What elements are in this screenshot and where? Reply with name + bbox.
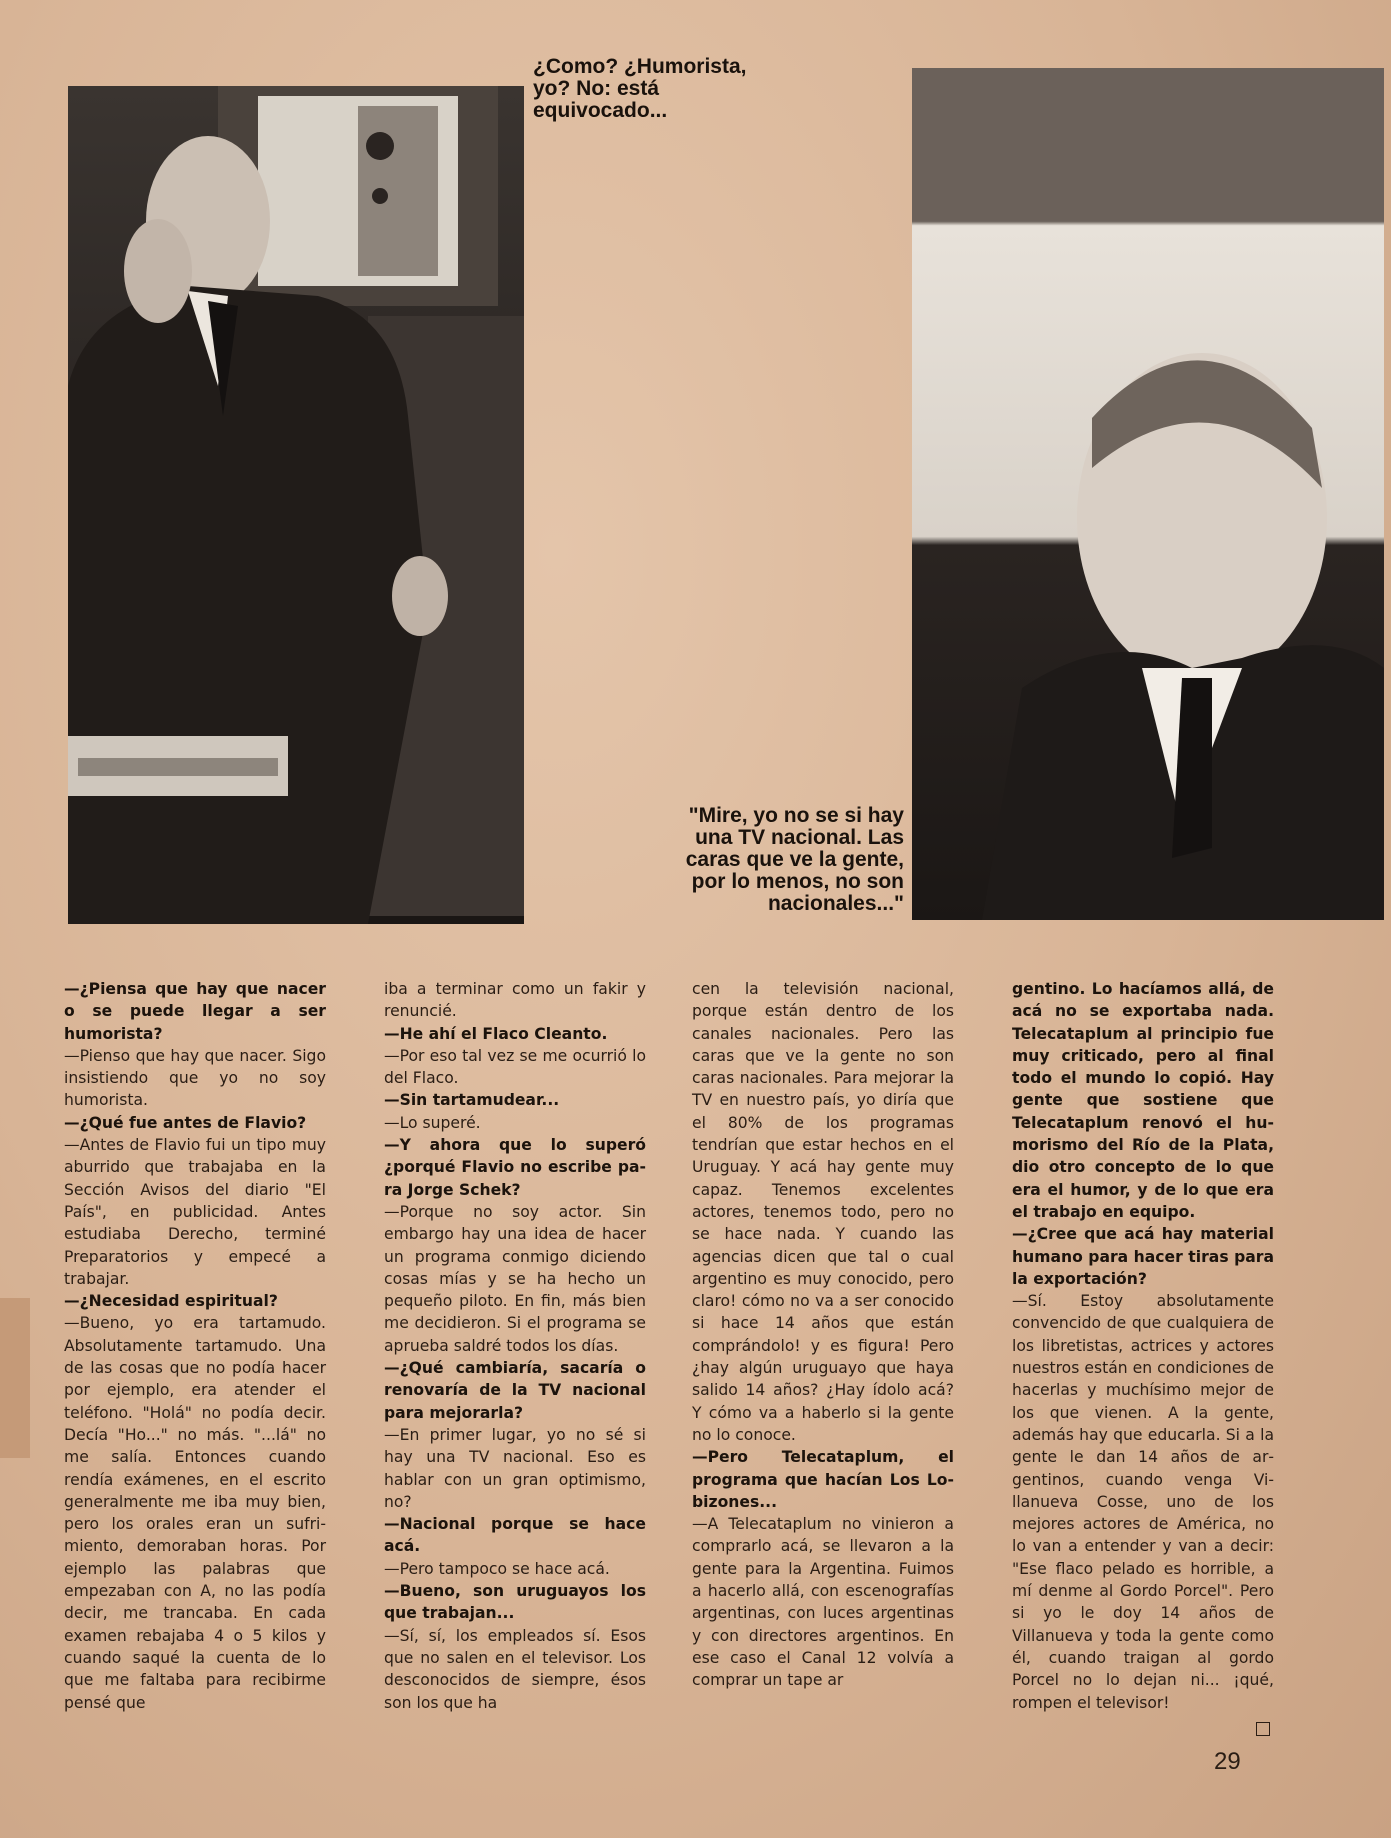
answer: —A Telecataplum no vinieron a comprarlo acá, se llevaron a la gente para la Argentina. Fuimos a hacerlo allá, con escenografías argentinas, con luces argentinas y con directores argentinos. En ese caso el Canal 12 volvía a comprar un tape ar (692, 1515, 954, 1690)
question: —¿Cree que acá hay material humano para hacer tiras para la exportación? (1012, 1225, 1274, 1288)
question: —Bueno, son uruguayos los que trabajan... (384, 1582, 646, 1623)
question: —¿Qué cambiaría, sacaría o renovaría de la TV nacional para mejorarla? (384, 1359, 646, 1422)
photo-man-on-phone (68, 86, 524, 924)
question: —Nacional porque se hace acá. (384, 1515, 646, 1556)
question: —¿Necesidad espiritual? (64, 1292, 278, 1311)
answer: —Bueno, yo era tartamudo. Absolutamente tartamudo. Una de las cosas que no podía hacer por ejemplo, era atender el teléfono. "Holá" no podía decir. Decía "Ho..." no más. "...lá" no me salía. Entonces cuando rendía exámenes, en el escrito generalmente me iba muy bien, pero los orales eran un sufrimiento, demoraban horas. Por ejemplo las palabras que empezaban con A, no las podía decir, me trancaba. En cada examen rebajaba 4 o 5 kilos y cuando saqué la cuenta de lo que me faltaba para recibirme pensé que (64, 1314, 326, 1712)
answer: —Por eso tal vez se me ocurrió lo del Flaco. (384, 1046, 646, 1088)
text-column-4 (1012, 978, 1274, 1714)
answer: —Porque no soy actor. Sin embargo hay una idea de hacer un programa conmigo diciendo cosas mías y se ha hecho un pequeño piloto. En fin, más bien me decidieron. Si el programa se aprueba saldré todos los días. (384, 1202, 646, 1355)
text-column-3 (692, 978, 954, 1692)
question: —¿Qué fue antes de Flavio? (64, 1113, 307, 1132)
answer: —Lo superé. (384, 1113, 481, 1132)
question: —¿Piensa que hay que nacer o se puede llegar a ser humorista? (64, 980, 326, 1043)
answer: —Sí. Estoy absolutamente convencido de que cualquiera de los libretistas, actrices y actores nuestros están en condiciones de hacerlas y muchísimo mejor de los que vienen. A la gente, además hay que educarla. Si a la gente le dan 14 años de argentinos, cuando venga Villanueva Cosse, uno de los mejores actores de América, no lo van a entender y van a decir: "Ese flaco pelado es horrible, a mí denme al Gordo Porcel". Pero si yo le doy 14 años de Villanueva y toda la gente como él, cuando traigan al gordo Porcel no lo dejan ni... ¡qué, rompen el televisor! (1012, 1292, 1274, 1712)
end-of-article-mark (1256, 1722, 1270, 1736)
answer: cen la televisión nacional, porque están dentro de los canales nacionales. Pero las caras que ve la gente no son caras nacionales. Para mejorar la TV en nuestro país, yo diría que el 80% de los programas tendrían que estar hechos en el Uruguay. Y acá hay gente muy capaz. Tenemos excelentes actores, tenemos todo, pero no se hace nada. Y cuando las agencias dicen que tal o cual argentino es muy conocido, pero claro! cómo no va a ser conocido si hace 14 años que están comprándolo! y es figura! Pero ¿hay algún uruguayo que haya salido 14 años? ¿Hay ídolo acá? Y cómo va a haberlo si la gente no lo conoce. (692, 980, 954, 1444)
answer: —Pero tampoco se hace acá. (384, 1559, 610, 1578)
question: —Y ahora que lo superó ¿porqué Flavio no escribe para Jorge Schek? (384, 1136, 646, 1199)
answer: iba a terminar como un fakir y renuncié. (384, 980, 646, 1021)
photo-man-portrait (912, 68, 1384, 920)
answer: —Pienso que hay que nacer. Sigo insistiendo que yo no soy humorista. (64, 1046, 326, 1110)
answer-continued: gentino. Lo hacíamos allá, de acá no se exportaba nada. Telecataplum al principio fue muy criticado, pero al final todo el mundo lo copió. Hay gente que sostiene que Telecataplum renovó el humorismo del Río de la Plata, dio otro concepto de lo que era el humor, y de lo que era el trabajo en equipo. (1012, 980, 1274, 1221)
question: —Pero Telecataplum, el programa que hacían Los Lobizones... (692, 1448, 954, 1511)
question: —He ahí el Flaco Cleanto. (384, 1024, 608, 1043)
text-column-1 (64, 978, 326, 1714)
answer: —Sí, sí, los empleados sí. Esos que no salen en el televisor. Los desconocidos de siempre, ésos son los que ha (384, 1626, 646, 1712)
page-number: 29 (1214, 1748, 1241, 1775)
answer: —En primer lugar, yo no sé si hay una TV nacional. Eso es hablar con un gran optimismo, no? (384, 1425, 646, 1511)
answer: —Antes de Flavio fui un tipo muy aburrido que trabajaba en la Sección Avisos del diario "El País", en publicidad. Antes estudiaba Derecho, terminé Preparatorios y empecé a trabajar. (64, 1136, 326, 1288)
torn-edge (0, 1298, 30, 1458)
caption-bottom: "Mire, yo no se si hay una TV nacional. Las caras que ve la gente, por lo menos, no son nacionales..." (685, 804, 904, 915)
question: —Sin tartamudear... (384, 1091, 560, 1110)
caption-top: ¿Como? ¿Humorista, yo? No: está equivocado... (533, 55, 747, 122)
text-column-2 (384, 978, 646, 1714)
